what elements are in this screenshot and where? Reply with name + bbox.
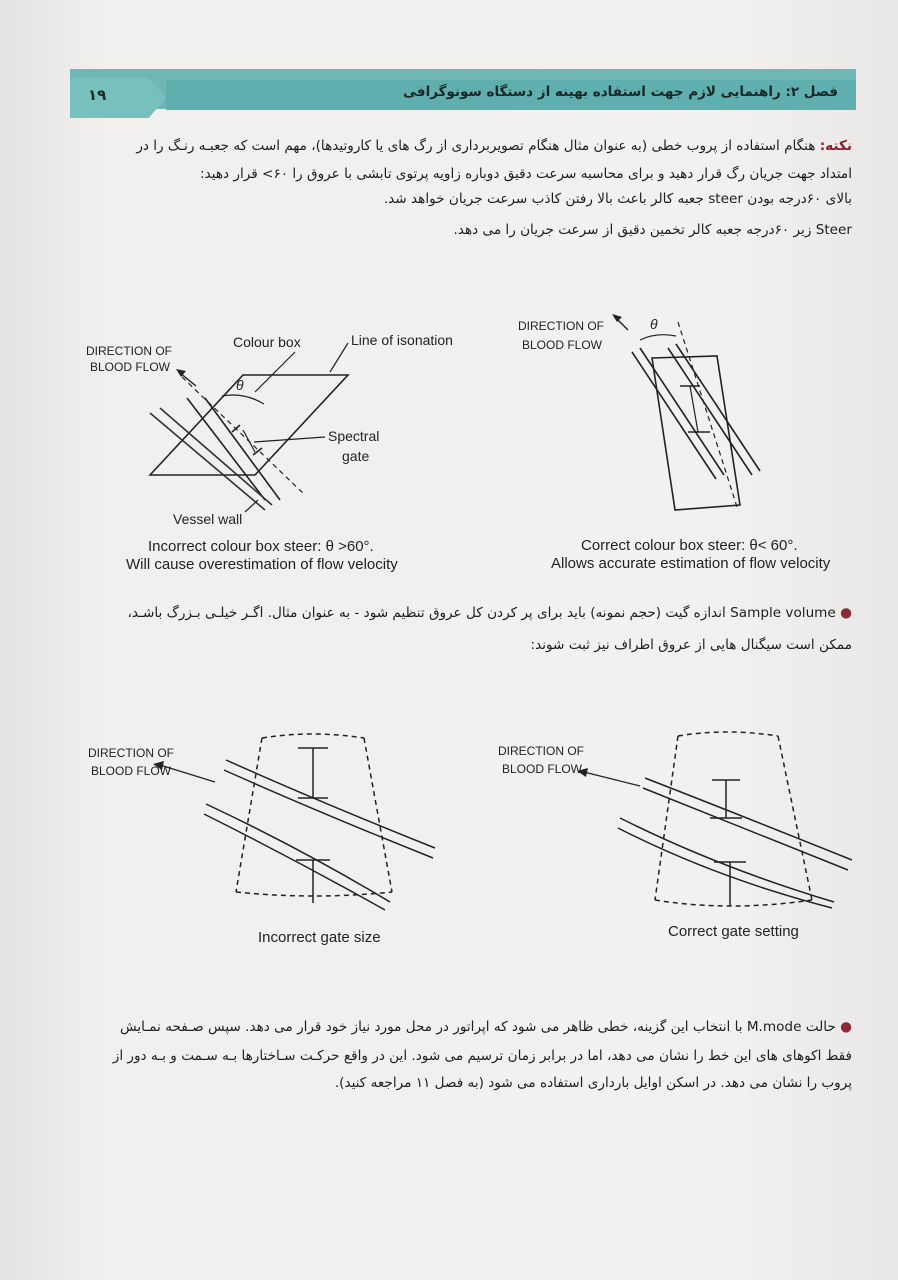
fig1-left-theta: θ	[236, 377, 244, 393]
page-number-box	[70, 78, 166, 118]
fig2-right-direction-1: DIRECTION OF	[498, 744, 584, 758]
fig2-left-caption: Incorrect gate size	[258, 929, 381, 946]
mmode-line-1	[120, 1016, 852, 1038]
fig2-right-direction-2: BLOOD FLOW	[502, 762, 583, 776]
note-text-1: هنگام استفاده از پروب خطی (به عنوان مثال هنگام تصویربرداری از رگ های یا کاروتیدها)، مهم است که جعبـه رنـگ را در	[136, 138, 816, 154]
mmode-line-2: فقط اکوهای های این خط را نشان می دهد، اما در برابر زمان ترسیم می شود. این در واقع حرکـت سـاختارها بـه سـمت و بـه دور از	[112, 1048, 852, 1064]
right-isonation-line	[678, 322, 738, 510]
fig2-left-direction-1: DIRECTION OF	[88, 746, 174, 760]
sample-volume-line-2: ممکن است سیگنال هایی از عروق اطراف نیز ثبت شوند:	[530, 637, 852, 653]
fig1-left-direction-2: BLOOD FLOW	[90, 360, 171, 374]
colour-box-label: Colour box	[233, 334, 301, 350]
note-line-1	[136, 135, 852, 157]
fig1-right-caption-1: Correct colour box steer: θ< 60°.	[581, 537, 798, 554]
fig1-right-direction-2: BLOOD FLOW	[522, 338, 603, 352]
chapter-title: فصل ۲: راهنمایی لازم جهت استفاده بهینه از دستگاه سونوگرافی	[403, 84, 838, 100]
fig1-left-caption-1: Incorrect colour box steer: θ >60°.	[148, 538, 374, 555]
sample-volume-line-1	[128, 602, 852, 624]
note-line-4: Steer زیر ۶۰درجه جعبه کالر تخمین دقیق از سرعت جریان را می دهد.	[453, 222, 852, 238]
vessel-wall-label: Vessel wall	[173, 511, 243, 527]
fig2-right-caption: Correct gate setting	[668, 923, 799, 940]
left-isonation-line	[182, 377, 305, 495]
fig1-right-theta: θ	[650, 316, 658, 332]
mmode-line-3: پروب را نشان می دهد. در اسکن اوایل بارداری استفاده می شود (به فصل ۱۱ مراجعه کنید).	[334, 1075, 852, 1091]
gate-label: gate	[342, 448, 370, 464]
fig1-right-caption-2: Allows accurate estimation of flow velocity	[551, 555, 831, 572]
bullet-icon: ●	[840, 1019, 852, 1035]
fig1-right-direction-1: DIRECTION OF	[518, 319, 604, 333]
bullet-icon: ●	[840, 605, 852, 621]
fig1-left-caption-2: Will cause overestimation of flow velocity	[126, 556, 398, 573]
note-label: نکته:	[819, 138, 852, 154]
gate-size-figure	[0, 720, 898, 990]
mmode-text-1: حالت M.mode با انتخاب این گزینه، خطی ظاهر می شود که اپراتور در محل مورد نیاز خود قرار می دهد. سپس صـفحه نمـایش	[120, 1019, 836, 1035]
line-of-isonation-label: Line of isonation	[351, 332, 453, 348]
colour-box-steer-figure	[0, 305, 898, 625]
fig2-left-direction-2: BLOOD FLOW	[91, 764, 172, 778]
spectral-label: Spectral	[328, 428, 380, 444]
note-line-3: بالای ۶۰درجه بودن steer جعبه کالر باعث بالا رفتن کاذب سرعت جریان خواهد شد.	[383, 191, 852, 207]
note-line-2: امتداد جهت جریان رگ قرار دهید و برای محاسبه سرعت دقیق دوباره زاویه پرتوی تابشی با عروق را ۶۰> قرار دهید:	[200, 166, 852, 182]
sample-volume-text-1: Sample volume اندازه گیت (حجم نمونه) باید برای پر کردن کل عروق تنظیم شود - به عنوان مثال. اگـر خیلـی بـزرگ باشـد،	[127, 605, 836, 621]
page-number: ۱۹	[88, 86, 107, 104]
fig1-left-direction-1: DIRECTION OF	[86, 344, 172, 358]
